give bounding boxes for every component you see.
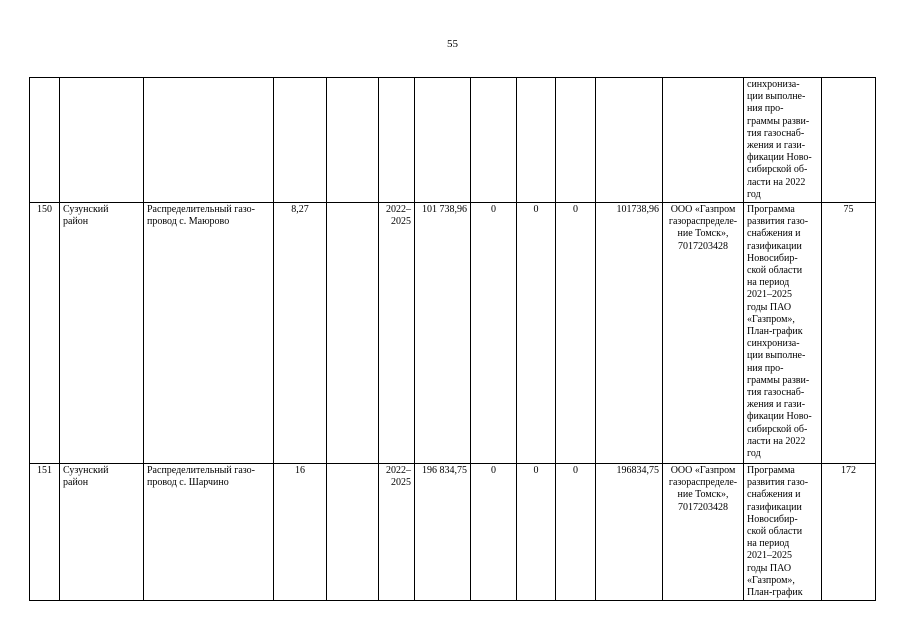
cell-district: Сузунский район [60, 464, 144, 601]
cell-total-cost [415, 78, 471, 203]
cell-fund-3: 0 [556, 203, 596, 464]
cell-empty [327, 464, 379, 601]
cell-count: 172 [822, 464, 876, 601]
cell-executor: ООО «Газпром газораспределе- ние Томск», 7017203428 [663, 203, 744, 464]
cell-object [144, 78, 274, 203]
cell-executor [663, 78, 744, 203]
cell-own-funds: 196834,75 [596, 464, 663, 601]
cell-fund-1: 0 [471, 464, 517, 601]
cell-period [379, 78, 415, 203]
cell-object: Распределительный газо- провод с. Маюрово [144, 203, 274, 464]
cell-fund-3: 0 [556, 464, 596, 601]
table-row [30, 78, 876, 203]
cell-program: синхронизa- ции выполне- ния про- граммы разви- тия газоснаб- жения и гази- фикации Ново- сибирской об- ласти на 2022 год [744, 78, 822, 203]
cell-total-cost: 196 834,75 [415, 464, 471, 601]
cell-total-cost: 101 738,96 [415, 203, 471, 464]
cell-period: 2022– 2025 [379, 464, 415, 601]
cell-object: Распределительный газо- провод с. Шарчино [144, 464, 274, 601]
cell-number [30, 78, 60, 203]
cell-period: 2022– 2025 [379, 203, 415, 464]
cell-length [274, 78, 327, 203]
cell-length: 8,27 [274, 203, 327, 464]
cell-fund-2 [517, 78, 556, 203]
cell-district: Сузунский район [60, 203, 144, 464]
cell-fund-1: 0 [471, 203, 517, 464]
data-table [29, 77, 876, 601]
table-row [30, 464, 876, 601]
cell-length: 16 [274, 464, 327, 601]
cell-number: 150 [30, 203, 60, 464]
cell-empty [327, 78, 379, 203]
cell-count [822, 78, 876, 203]
cell-empty [327, 203, 379, 464]
cell-fund-2: 0 [517, 203, 556, 464]
cell-program: Программа развития газо- снабжения и газификации Новосибир- ской области на период 2021–2025 годы ПАО «Газпром», План-график [744, 464, 822, 601]
page-number: 55 [447, 38, 458, 50]
cell-number: 151 [30, 464, 60, 601]
cell-executor: ООО «Газпром газораспределе- ние Томск», 7017203428 [663, 464, 744, 601]
cell-district [60, 78, 144, 203]
cell-fund-2: 0 [517, 464, 556, 601]
cell-program: Программа развития газо- снабжения и газификации Новосибир- ской области на период 2021–2025 годы ПАО «Газпром», План-график синхрониза- ции выполне- ния про- граммы разви- тия газоснаб- жения и гази- фикации Ново- сибирской об- ласти на 2022 год [744, 203, 822, 464]
table-row [30, 203, 876, 464]
cell-own-funds [596, 78, 663, 203]
cell-own-funds: 101738,96 [596, 203, 663, 464]
cell-count: 75 [822, 203, 876, 464]
cell-fund-3 [556, 78, 596, 203]
cell-fund-1 [471, 78, 517, 203]
